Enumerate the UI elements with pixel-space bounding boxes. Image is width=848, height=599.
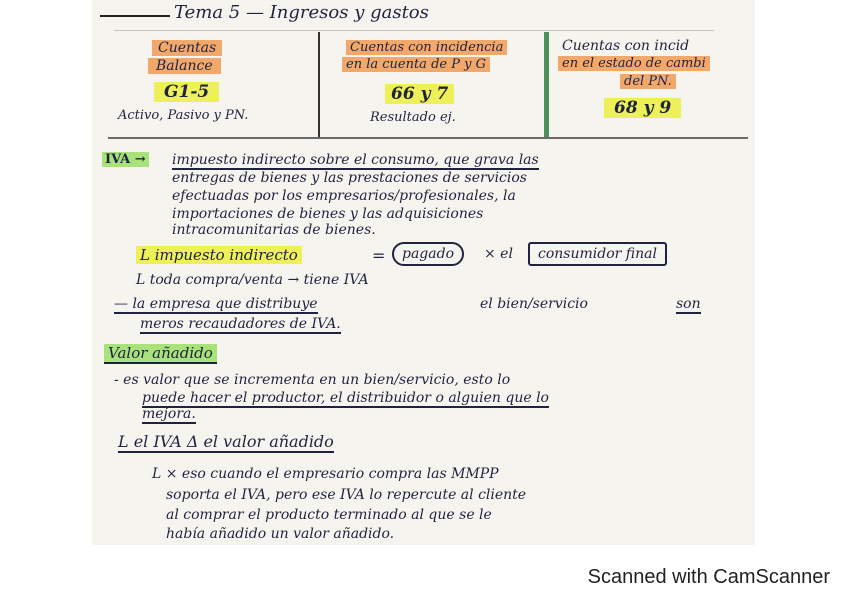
iva-sub1-equals: = xyxy=(372,246,386,265)
column-divider xyxy=(318,32,320,138)
col3-title-line1: Cuentas con incid xyxy=(562,38,690,54)
iva-sub3-line2-text: meros recaudadores de IVA. xyxy=(140,316,341,332)
valor-line: puede hacer el productor, el distribuidor o alguien que lo xyxy=(142,390,549,406)
iva-line: efectuadas por los empresarios/profesionales, la xyxy=(172,188,516,204)
iva-sub1-pagado: pagado xyxy=(392,242,464,266)
col2-title-line1: Cuentas con incidencia xyxy=(346,40,507,55)
iva-sub1-consumidor: consumidor final xyxy=(528,242,667,266)
col2-note: Resultado ej. xyxy=(370,110,456,125)
valor-line: mejora. xyxy=(142,406,196,422)
iva-line: intracomunitarias de bienes. xyxy=(172,222,376,238)
iva-sub2: L toda compra/venta → tiene IVA xyxy=(136,272,369,288)
valor-sub-line: había añadido un valor añadido. xyxy=(166,526,395,542)
col2-title-line2: en la cuenta de P y G xyxy=(342,57,490,72)
notebook-page xyxy=(92,0,755,545)
valor-heading: Valor añadido xyxy=(104,344,217,364)
iva-sub3-part-c: son xyxy=(676,296,701,312)
iva-sub3-part-b: el bien/servicio xyxy=(480,296,588,312)
iva-line: importaciones de bienes y las adquisiciones xyxy=(172,206,484,222)
valor-sub-line: L × eso cuando el empresario compra las MMPP xyxy=(152,466,499,482)
column-divider xyxy=(544,32,549,138)
iva-sub3-part-a: — la empresa que distribuye xyxy=(114,296,318,312)
col3-title-line2: en el estado de cambi xyxy=(558,56,710,71)
col1-note: Activo, Pasivo y PN. xyxy=(118,108,249,123)
col3-title-line3: del PN. xyxy=(620,74,676,89)
camscanner-watermark: Scanned with CamScanner xyxy=(587,566,830,588)
page-title: Tema 5 — Ingresos y gastos xyxy=(174,2,429,23)
columns-bottom-rule xyxy=(108,137,748,139)
iva-sub1-prefix: L impuesto indirecto xyxy=(136,246,302,264)
iva-sub3-line2 xyxy=(140,316,341,332)
header-rule-bottom xyxy=(114,30,714,31)
iva-line: entregas de bienes y las prestaciones de servicios xyxy=(172,170,527,186)
iva-line: impuesto indirecto sobre el consumo, que grava las xyxy=(172,152,539,168)
valor-sub-line: soporta el IVA, pero ese IVA lo repercute al cliente xyxy=(166,487,527,503)
iva-sub1-x: × el xyxy=(484,246,513,262)
col1-code: G1-5 xyxy=(154,82,219,102)
valor-sub-line: al comprar el producto terminado al que se le xyxy=(166,507,492,523)
valor-line: - es valor que se incrementa en un bien/servicio, esto lo xyxy=(114,372,511,388)
col2-code: 66 y 7 xyxy=(385,84,454,104)
col1-title-line2: Balance xyxy=(148,58,221,74)
valor-sub-heading: L el IVA Δ el valor añadido xyxy=(118,432,334,451)
col1-title-line1: Cuentas xyxy=(152,40,222,56)
col3-code: 68 y 9 xyxy=(604,98,681,118)
header-rule-left xyxy=(100,15,170,17)
iva-label: IVA → xyxy=(102,152,149,167)
